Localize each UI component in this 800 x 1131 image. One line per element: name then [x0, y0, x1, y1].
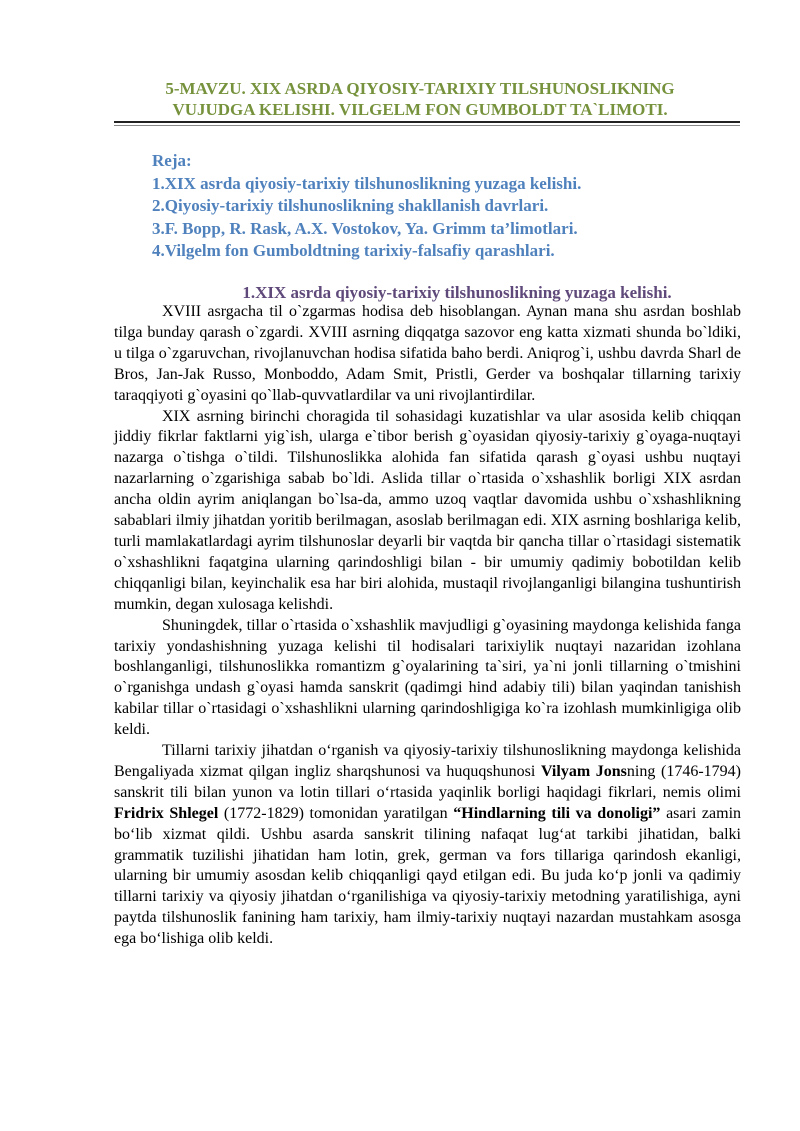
page-title [100, 78, 740, 120]
plan-item-1: 1.XIX asrda qiyosiy-tarixiy tilshunoslikning yuzaga kelishi. [152, 173, 582, 193]
section-heading: 1.XIX asrda qiyosiy-tarixiy tilshunoslikning yuzaga kelishi. [242, 283, 672, 302]
author-name-schlegel: Fridrix Shlegel [114, 804, 219, 822]
title-line-2: VUJUDGA KELISHI. VILGELM FON GUMBOLDT TA`LIMOTI. [172, 100, 668, 119]
paragraph-3: Shuningdek, tillar o`rtasida o`xshashlik mavjudligi g`oyasining maydonga kelishida fanga tarixiy yondashishning yuzaga kelishi til hodisalari tarixiylik nuqtayi nazaridan izohlana boshlanganligi, tilshunoslikka romantizm g`oyalarining ta`siri, ya`ni jonli tillarning o`tmishini o`rganishga undash g`oyasi hamda sanskrit (qadimgi hind adabiy tili) bilan yaqindan tanishish kabilar tillar o`rtasidagi o`xshashlikni ularning qarindoshligiga ko`ra izohlash mumkinligiga olib keldi. [114, 616, 741, 739]
paragraph-4 [114, 741, 741, 950]
title-line-1: 5-MAVZU. XIX ASRDA QIYOSIY-TARIXIY TILSHUNOSLIKNING [165, 79, 675, 98]
plan-item-3: 3.F. Bopp, R. Rask, A.X. Vostokov, Ya. Grimm ta’limotlari. [152, 218, 578, 238]
paragraph-1: XVIII asrgacha til o`zgarmas hodisa deb hisoblangan. Aynan mana shu asrdan boshlab tilga bunday qarash o`zgardi. XVIII asrning diqqatga sazovor eng katta xizmati shunda bo`ldiki, u tilga o`zgaruvchan, rivojlanuvchan hodisa sifatida baho berdi. Aniqrog`i, ushbu davrda Sharl de Bros, Jan-Jak Russo, Monboddo, Adam Smit, Pristli, Gerder va boshqalar tillarning tarixiy taraqqiyoti g`oyasini qo`llab-quvvatlardilar va uni rivojlantirdilar. [114, 303, 741, 404]
plan-heading: Reja: [152, 151, 192, 170]
paragraph-4-part-a: Tillarni tarixiy jihatdan o‘rganish va qiyosiy-tarixiy tilshunoslikning maydonga kelishida Bengaliyada xizmat qilgan ingliz sharqshunosi va huquqshunosi [114, 742, 741, 780]
paragraph-4-part-b: ning (1746-1794) sanskrit tili bilan yunon va lotin tillari o‘rtasida yaqinlik borligi haqidagi fikrlari, nemis olimi [114, 762, 741, 801]
plan-item-4: 4.Vilgelm fon Gumboldtning tarixiy-falsafiy qarashlari. [152, 241, 555, 261]
body-text [114, 302, 741, 950]
title-underline [114, 121, 740, 123]
paragraph-4-part-c: (1772-1829) tomonidan yaratilgan [218, 804, 454, 822]
title-underline-thin [114, 125, 740, 126]
paragraph-4-part-d: asari zamin bo‘lib xizmat qildi. Ushbu asarda sanskrit tilining nafaqat lug‘at tarkibi jihatidan, balki grammatik tuzilishi jihatidan ham lotin, grek, german va fors tillariga qarindosh ekanligi, ularning bir umumiy asosdan kelib chiqqanligi qayd etilgan edi. Bu juda ko‘p jonli va qadimiy tillarni tarixiy va qiyosiy jihatdan o‘rganilishiga va qiyosiy-tarixiy metodning yaratilishiga, ayni paytda tilshunoslik fanining ham tarixiy, ham ilmiy-tarixiy nuqtayi nazardan mustahkam asosga ega bo‘lishiga olib keldi. [114, 804, 742, 948]
plan-item-2: 2.Qiyosiy-tarixiy tilshunoslikning shakllanish davrlari. [152, 196, 549, 216]
plan-block [152, 150, 752, 263]
author-name-jones: Vilyam Jons [540, 762, 627, 780]
work-title: “Hindlarning tili va donoligi” [453, 804, 661, 822]
paragraph-2: XIX asrning birinchi choragida til sohasidagi kuzatishlar va ular asosida kelib chiqqan jiddiy fikrlar faktlarni yig`ish, ularga e`tibor berish g`oyasidan qiyosiy-tarixiy g`oyaga-nuqtayi nazarga o`tishga o`tildi. Tilshunoslikka alohida fan sifatida qarash g`oyasi ushbu nuqtayi nazarlarning o`zgarishiga sabab bo`ldi. Aslida tillar o`rtasida o`xshashlik borligi XIX asrdan ancha oldin ayrim aniqlangan bo`lsa-da, ammo uzoq vaqtlar davomida ushbu o`xshashlikning sabablari ilmiy jihatdan yoritib berilmagan, asoslab berilmagan edi. XIX asrning boshlariga kelib, turli mamlakatlardagi ayrim tilshunoslar deyarli bir vaqtda bir qancha tillar o`rtasidagi sistematik o`xshashlikni faqatgina ularning qarindoshligi bilan - bir umumiy qadimiy bobotildan kelib chiqqanligi bilan, keyinchalik esa har biri alohida, mustaqil rivojlanganligi bilangina tushuntirish mumkin, degan xulosaga kelishdi. [114, 407, 741, 613]
